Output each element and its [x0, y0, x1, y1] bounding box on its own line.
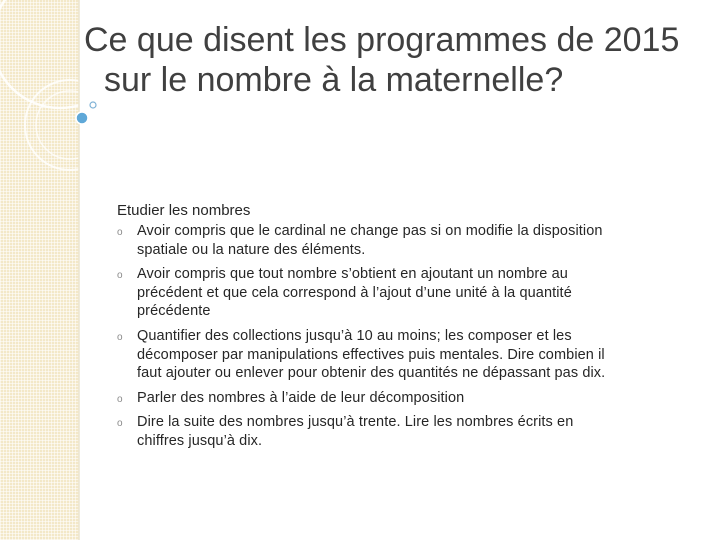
- list-item: [117, 413, 617, 450]
- list-item: [117, 222, 617, 259]
- list-item: [117, 327, 617, 383]
- list-item-text: Avoir compris que le cardinal ne change pas si on modifie la disposition spatiale ou la nature des éléments.: [137, 223, 603, 258]
- bullet-list: [117, 222, 617, 451]
- bullet-circle-icon: o: [117, 331, 123, 343]
- list-item-text: Dire la suite des nombres jusqu’à trente. Lire les nombres écrits en chiffres jusqu’à dix.: [137, 414, 574, 449]
- slide-body: [117, 201, 617, 457]
- section-heading: Etudier les nombres: [117, 202, 251, 219]
- list-item-text: Avoir compris que tout nombre s’obtient en ajoutant un nombre au précédent et que cela correspond à l’ajout d’une unité à la quantité précédente: [137, 266, 572, 320]
- decor-ring-inner: [36, 91, 104, 159]
- bullet-circle-icon: o: [117, 393, 123, 405]
- list-item-text: Quantifier des collections jusqu’à 10 au moins; les composer et les décomposer par manipulations effectives puis mentales. Dire combien il faut ajouter ou enlever pour obtenir des quantités ne dépassant pas dix.: [137, 327, 606, 382]
- bullet-circle-icon: o: [117, 270, 123, 282]
- bullet-circle-icon: o: [117, 418, 123, 430]
- list-item: [117, 389, 617, 408]
- list-item-text: Parler des nombres à l’aide de leur décomposition: [137, 389, 465, 406]
- bullet-circle-icon: o: [117, 227, 123, 238]
- decor-blue-dot: [76, 112, 88, 124]
- list-item: [117, 265, 617, 321]
- decor-small-ring-dot: [90, 102, 96, 108]
- slide-title: Ce que disent les programmes de 2015 sur le nombre à la maternelle?: [84, 21, 680, 99]
